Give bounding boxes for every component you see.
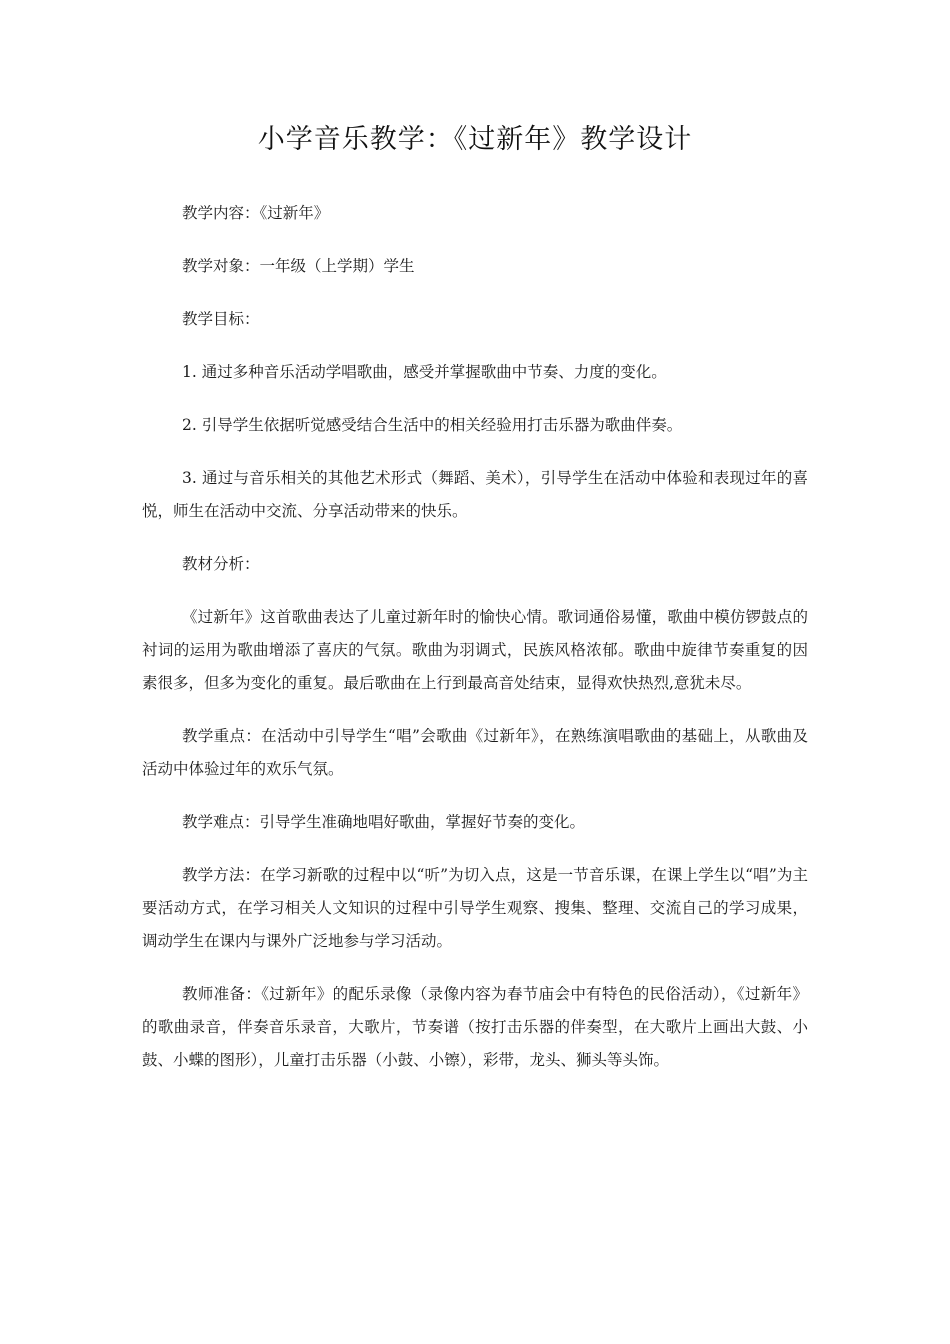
- paragraph-content: 教学内容：《过新年》: [182, 204, 330, 222]
- document-body: [142, 197, 808, 1097]
- document-title: 小学音乐教学：《过新年》教学设计: [257, 124, 693, 155]
- paragraph-audience: 教学对象：一年级（上学期）学生: [182, 257, 415, 275]
- paragraph-preparation: 教师准备：《过新年》的配乐录像（录像内容为春节庙会中有特色的民俗活动），《过新年》的歌曲录音，伴奏音乐录音，大歌片，节奏谱（按打击乐器的伴奏型，在大歌片上画出大鼓、小鼓、小蝶的图形），儿童打击乐器（小鼓、小镲），彩带，龙头、狮头等头饰。: [142, 985, 808, 1069]
- paragraph-goals-heading: 教学目标：: [182, 310, 260, 328]
- paragraph-goal-3: 3. 通过与音乐相关的其他艺术形式（舞蹈、美术），引导学生在活动中体验和表现过年的喜悦，师生在活动中交流、分享活动带来的快乐。: [142, 469, 808, 520]
- paragraph-methods: 教学方法：在学习新歌的过程中以“听”为切入点，这是一节音乐课，在课上学生以“唱”为主要活动方式，在学习相关人文知识的过程中引导学生观察、搜集、整理、交流自己的学习成果，调动学生在课内与课外广泛地参与学习活动。: [142, 866, 808, 950]
- paragraph-difficulties: 教学难点：引导学生准确地唱好歌曲，掌握好节奏的变化。: [182, 813, 586, 831]
- paragraph-key-points: 教学重点：在活动中引导学生“唱”会歌曲《过新年》，在熟练演唱歌曲的基础上，从歌曲及活动中体验过年的欢乐气氛。: [142, 727, 808, 778]
- paragraph-goal-2: 2. 引导学生依据听觉感受结合生活中的相关经验用打击乐器为歌曲伴奏。: [182, 416, 683, 434]
- paragraph-goal-1: 1. 通过多种音乐活动学唱歌曲，感受并掌握歌曲中节奏、力度的变化。: [182, 363, 667, 381]
- paragraph-analysis: 《过新年》这首歌曲表达了儿童过新年时的愉快心情。歌词通俗易懂，歌曲中模仿锣鼓点的衬词的运用为歌曲增添了喜庆的气氛。歌曲为羽调式，民族风格浓郁。歌曲中旋律节奏重复的因素很多，但多为变化的重复。最后歌曲在上行到最高音处结束，显得欢快热烈,意犹未尽。: [142, 608, 808, 692]
- paragraph-analysis-heading: 教材分析：: [182, 555, 260, 573]
